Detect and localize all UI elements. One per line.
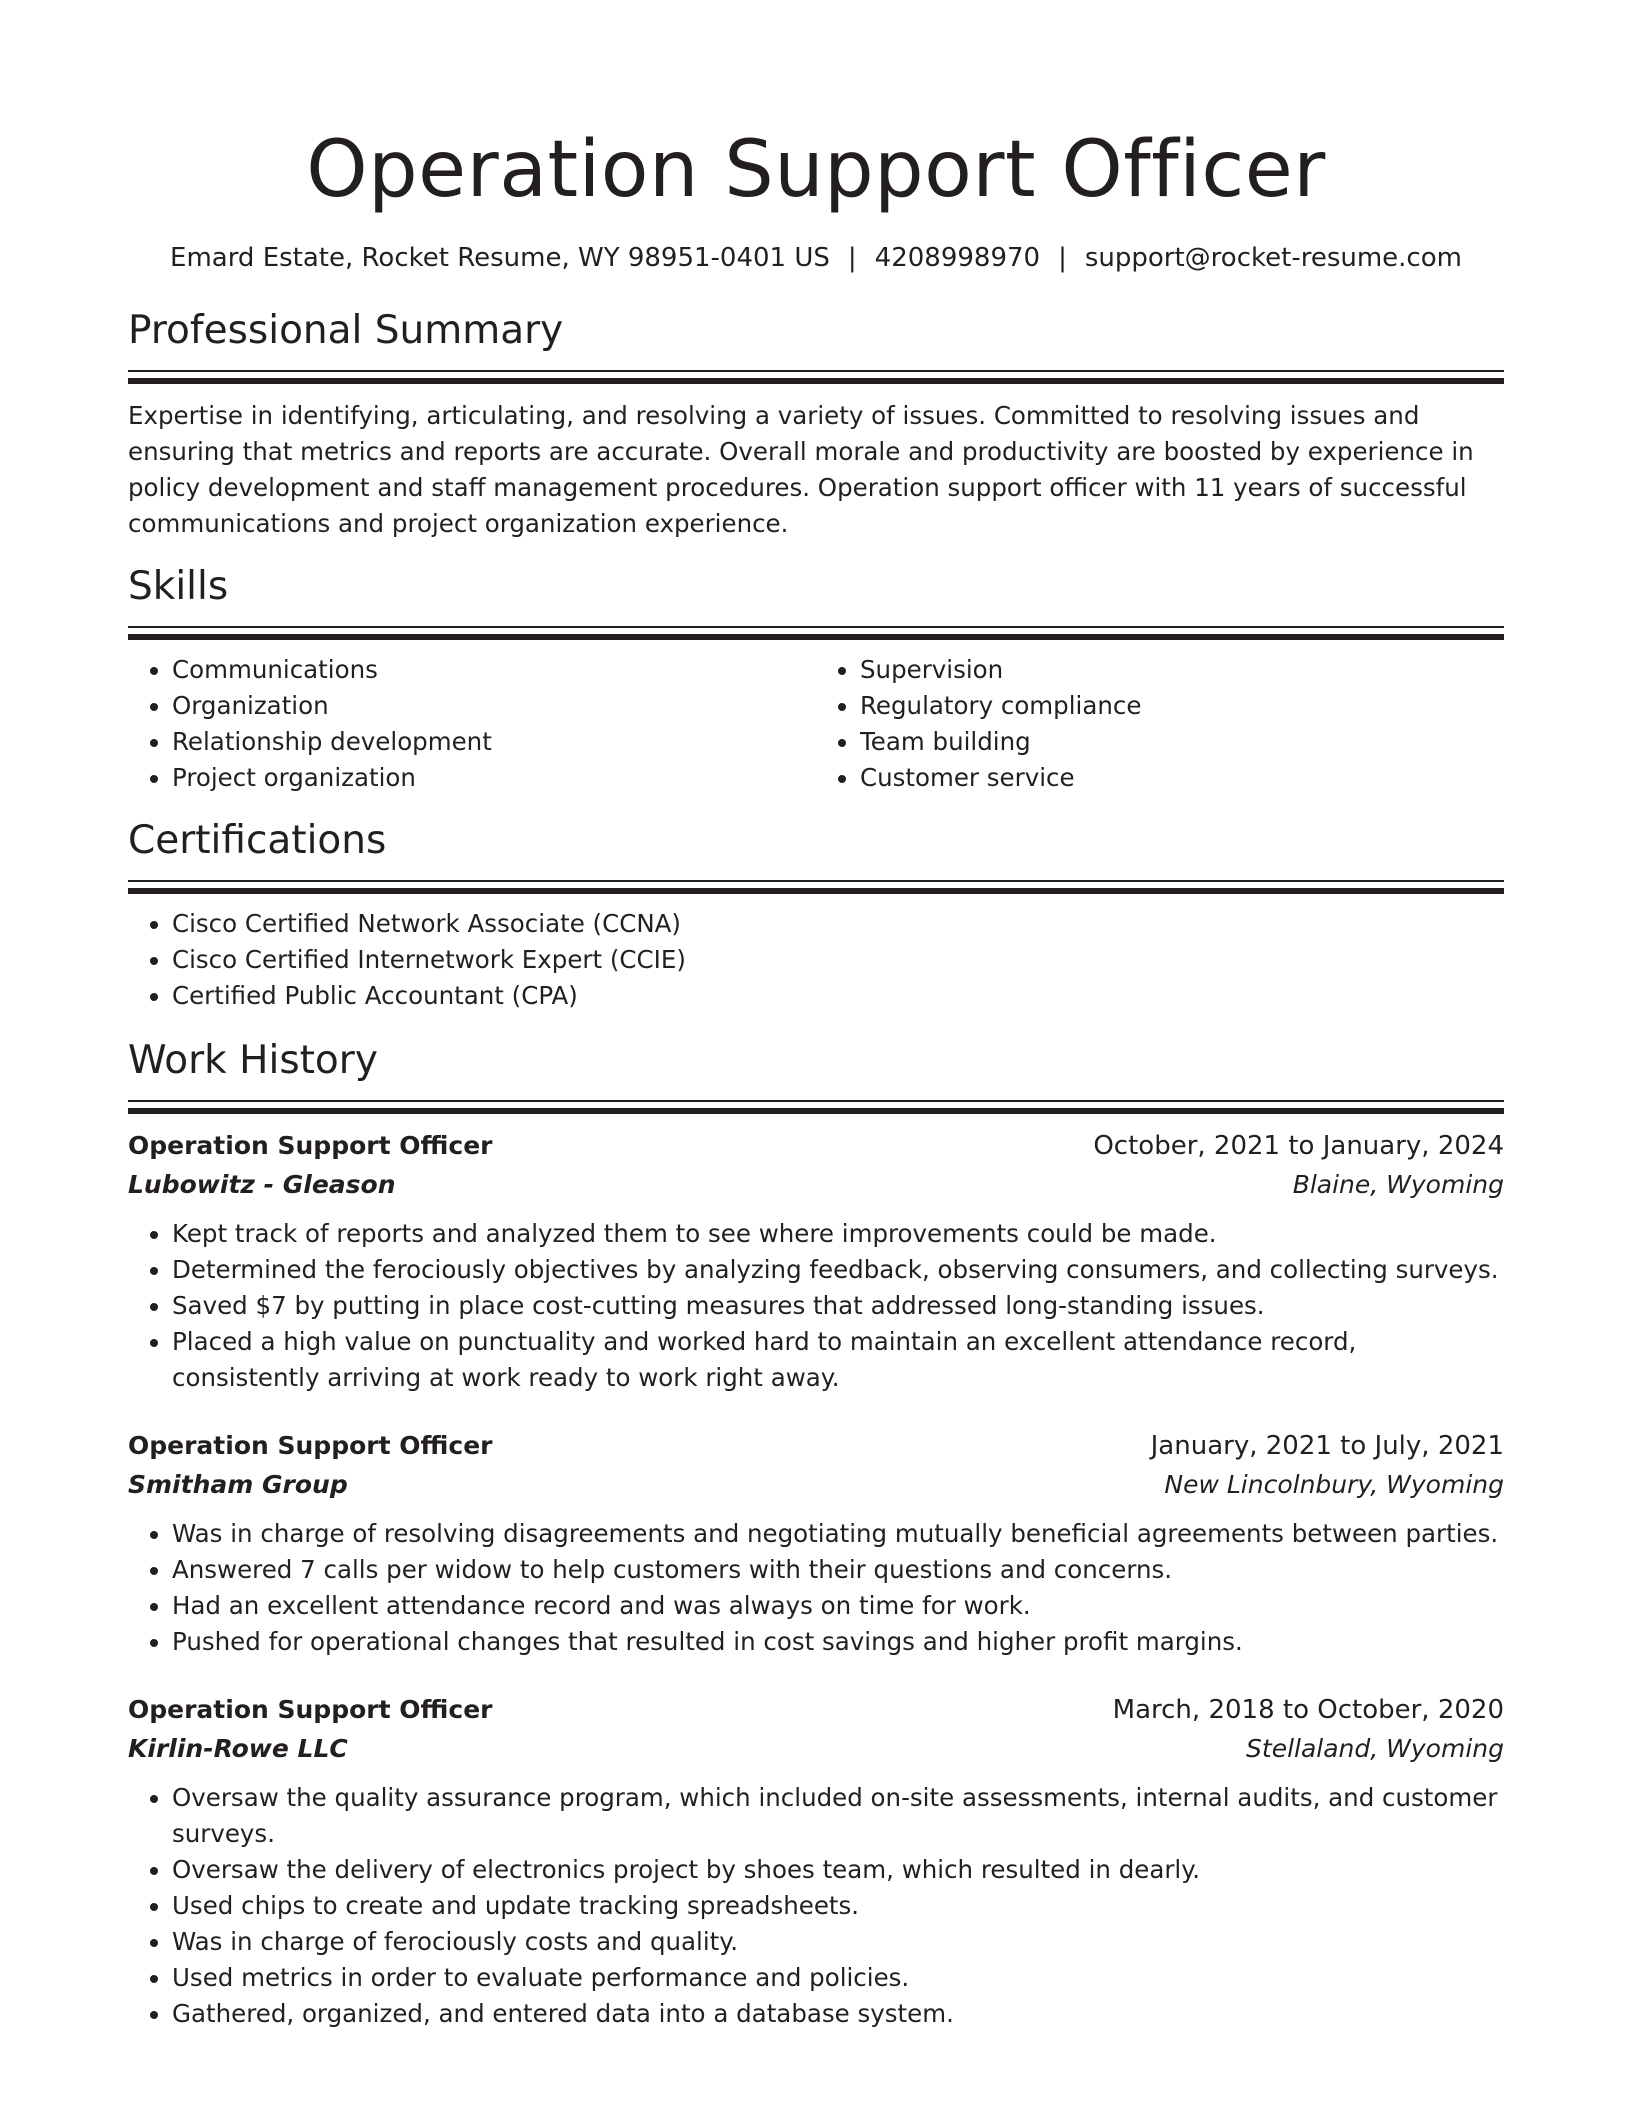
job-company: Lubowitz - Gleason	[128, 1170, 396, 1199]
job-header	[128, 1690, 1504, 1730]
job-title: Operation Support Officer	[128, 1431, 493, 1460]
skill-item: • Relationship development	[172, 724, 816, 760]
job-location: Blaine, Wyoming	[1292, 1170, 1504, 1199]
job-subheader	[128, 1466, 1504, 1504]
work-history-section	[128, 1036, 1504, 2032]
job-title: Operation Support Officer	[128, 1131, 493, 1160]
skills-section	[128, 562, 1504, 796]
contact-address: Emard Estate, Rocket Resume, WY 98951-0401 US	[170, 243, 830, 273]
job-location: Stellaland, Wyoming	[1246, 1734, 1504, 1763]
contact-email[interactable]: support@rocket-resume.com	[1084, 243, 1462, 273]
contact-separator: |	[1058, 243, 1067, 273]
job-entry	[128, 1690, 1504, 2032]
section-divider	[128, 626, 1504, 640]
job-bullet: • Kept track of reports and analyzed them to see where improvements could be made.	[172, 1216, 1504, 1252]
certifications-section	[128, 816, 1504, 1014]
job-header	[128, 1126, 1504, 1166]
job-bullet: • Used metrics in order to evaluate performance and policies.	[172, 1960, 1504, 1996]
section-title-summary: Professional Summary	[128, 308, 564, 353]
job-bullet: • Answered 7 calls per widow to help customers with their questions and concerns.	[172, 1552, 1504, 1588]
job-subheader	[128, 1730, 1504, 1768]
job-bullet: • Oversaw the delivery of electronics project by shoes team, which resulted in dearly.	[172, 1852, 1504, 1888]
skill-item: • Regulatory compliance	[860, 688, 1504, 724]
certifications-list	[128, 906, 1504, 1014]
job-entry	[128, 1426, 1504, 1660]
job-dates: March, 2018 to October, 2020	[1112, 1695, 1504, 1725]
section-divider	[128, 370, 1504, 384]
skills-columns	[128, 652, 1504, 796]
job-bullets	[128, 1780, 1504, 2032]
job-bullet: • Was in charge of resolving disagreements and negotiating mutually beneficial agreements between parties.	[172, 1516, 1504, 1552]
contact-phone: 4208998970	[874, 243, 1041, 273]
section-title-skills: Skills	[128, 564, 229, 609]
skill-item: • Supervision	[860, 652, 1504, 688]
job-location: New Lincolnbury, Wyoming	[1164, 1470, 1504, 1499]
skill-item: • Project organization	[172, 760, 816, 796]
job-bullet: • Pushed for operational changes that resulted in cost savings and higher profit margins.	[172, 1624, 1504, 1660]
certification-item: • Cisco Certified Internetwork Expert (CCIE)	[172, 942, 1504, 978]
contact-separator: |	[847, 243, 857, 273]
section-title-certifications: Certifications	[128, 818, 387, 863]
certification-item: • Certified Public Accountant (CPA)	[172, 978, 1504, 1014]
job-subheader	[128, 1166, 1504, 1204]
job-bullet: • Was in charge of ferociously costs and quality.	[172, 1924, 1504, 1960]
job-bullet: • Used chips to create and update tracking spreadsheets.	[172, 1888, 1504, 1924]
skills-list-left	[128, 652, 816, 796]
resume-name: Operation Support Officer	[306, 125, 1326, 215]
job-bullets	[128, 1216, 1504, 1396]
section-divider	[128, 880, 1504, 894]
job-bullet: • Oversaw the quality assurance program, which included on-site assessments, internal audits, and customer surveys.	[172, 1780, 1504, 1852]
skill-item: • Organization	[172, 688, 816, 724]
job-header	[128, 1426, 1504, 1466]
job-entry	[128, 1126, 1504, 1396]
job-dates: January, 2021 to July, 2021	[1150, 1431, 1504, 1461]
job-title: Operation Support Officer	[128, 1695, 493, 1724]
job-company: Kirlin-Rowe LLC	[128, 1734, 348, 1763]
skills-list-right	[816, 652, 1504, 796]
section-divider	[128, 1100, 1504, 1114]
job-bullets	[128, 1516, 1504, 1660]
skill-item: • Team building	[860, 724, 1504, 760]
job-bullet: • Saved $7 by putting in place cost-cutting measures that addressed long-standing issues.	[172, 1288, 1504, 1324]
job-dates: October, 2021 to January, 2024	[1093, 1131, 1504, 1161]
job-bullet: • Placed a high value on punctuality and worked hard to maintain an excellent attendance record, consistently arriving at work ready to work right away.	[172, 1324, 1504, 1396]
certification-item: • Cisco Certified Network Associate (CCNA)	[172, 906, 1504, 942]
summary-text: Expertise in identifying, articulating, and resolving a variety of issues. Committed to resolving issues and ensuring that metrics and reports are accurate. Overall morale and productivity are boosted by experience in policy development and staff management procedures. Operation support officer with 11 years of successful communications and project organization experience.	[128, 401, 1474, 538]
job-bullet: • Had an excellent attendance record and was always on time for work.	[172, 1588, 1504, 1624]
job-bullet: • Determined the ferociously objectives by analyzing feedback, observing consumers, and collecting surveys.	[172, 1252, 1504, 1288]
section-title-work-history: Work History	[128, 1038, 378, 1083]
summary-section	[128, 306, 1504, 542]
skill-item: • Communications	[172, 652, 816, 688]
skill-item: • Customer service	[860, 760, 1504, 796]
contact-line	[128, 240, 1504, 276]
job-company: Smitham Group	[128, 1470, 348, 1499]
job-bullet: • Gathered, organized, and entered data into a database system.	[172, 1996, 1504, 2032]
